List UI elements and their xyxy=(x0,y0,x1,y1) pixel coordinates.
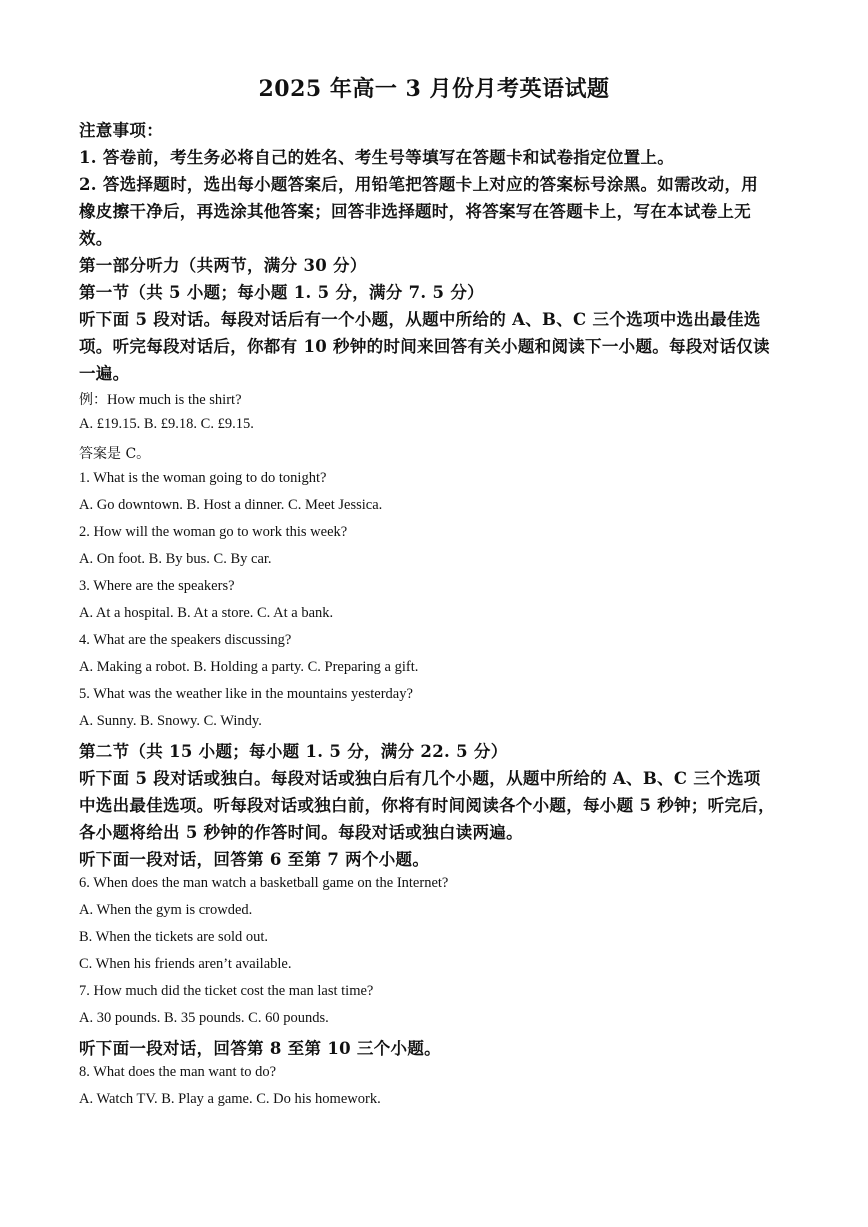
dialog-8-heading: 听下面一段对话，回答第 8 至第 10 三个小题。 xyxy=(79,1039,441,1058)
question-2: 2. How will the woman go to work this week? xyxy=(79,524,348,540)
example-question xyxy=(79,389,799,409)
question-5-options: A. Sunny. B. Snowy. C. Windy. xyxy=(79,713,262,729)
question-8-options: A. Watch TV. B. Play a game. C. Do his homework. xyxy=(79,1091,381,1107)
section2-instructions-line-1: 听下面 5 段对话或独白。每段对话或独白后有几个小题，从题中所给的 A、B、C 三个选项 xyxy=(79,769,761,788)
section1-instructions-line-2: 项。听完每段对话后，你都有 10 秒钟的时间来回答有关小题和阅读下一小题。每段对话仅读 xyxy=(79,337,770,356)
question-2-options: A. On foot. B. By bus. C. By car. xyxy=(79,551,272,567)
question-7-options: A. 30 pounds. B. 35 pounds. C. 60 pounds. xyxy=(79,1010,329,1026)
question-4: 4. What are the speakers discussing? xyxy=(79,632,292,648)
note-1: 1. 答卷前，考生务必将自己的姓名、考生号等填写在答题卡和试卷指定位置上。 xyxy=(79,148,675,167)
note-2-line-1: 2. 答选择题时，选出每小题答案后，用铅笔把答题卡上对应的答案标号涂黑。如需改动，用 xyxy=(79,175,759,194)
question-6-option-c: C. When his friends aren’t available. xyxy=(79,956,292,972)
example-question-text: How much is the shirt? xyxy=(107,392,242,408)
question-6-option-b: B. When the tickets are sold out. xyxy=(79,929,268,945)
section2-heading: 第二节（共 15 小题；每小题 1. 5 分，满分 22. 5 分） xyxy=(79,742,508,761)
example-answer: 答案是 C。 xyxy=(79,446,151,462)
note-2-line-3: 效。 xyxy=(79,229,113,248)
dialog-6-heading: 听下面一段对话，回答第 6 至第 7 两个小题。 xyxy=(79,850,430,869)
section2-instructions-line-3: 各小题将给出 5 秒钟的作答时间。每段对话或独白读两遍。 xyxy=(79,823,523,842)
section1-heading: 第一节（共 5 小题；每小题 1. 5 分，满分 7. 5 分） xyxy=(79,283,484,302)
section1-instructions-line-1: 听下面 5 段对话。每段对话后有一个小题，从题中所给的 A、B、C 三个选项中选出最佳选 xyxy=(79,310,761,329)
page-title: 2025 年高一 3 月份月考英语试题 xyxy=(258,76,610,102)
question-6-option-a: A. When the gym is crowded. xyxy=(79,902,253,918)
example-label: 例： xyxy=(79,392,107,408)
part1-heading: 第一部分听力（共两节，满分 30 分） xyxy=(79,256,367,275)
question-1: 1. What is the woman going to do tonight? xyxy=(79,470,327,486)
question-3-options: A. At a hospital. B. At a store. C. At a bank. xyxy=(79,605,334,621)
question-7: 7. How much did the ticket cost the man last time? xyxy=(79,983,374,999)
section2-instructions-line-2: 中选出最佳选项。听每段对话或独白前，你将有时间阅读各个小题，每小题 5 秒钟；听完后， xyxy=(79,796,775,815)
question-5: 5. What was the weather like in the mountains yesterday? xyxy=(79,686,413,702)
notes-heading: 注意事项： xyxy=(79,121,163,140)
section1-instructions-line-3: 一遍。 xyxy=(79,364,130,383)
question-4-options: A. Making a robot. B. Holding a party. C. Preparing a gift. xyxy=(79,659,419,675)
question-8: 8. What does the man want to do? xyxy=(79,1064,277,1080)
note-2-line-2: 橡皮擦干净后，再选涂其他答案；回答非选择题时，将答案写在答题卡上，写在本试卷上无 xyxy=(79,202,751,221)
question-6: 6. When does the man watch a basketball game on the Internet? xyxy=(79,875,449,891)
example-options: A. £19.15. B. £9.18. C. £9.15. xyxy=(79,416,254,432)
question-1-options: A. Go downtown. B. Host a dinner. C. Meet Jessica. xyxy=(79,497,383,513)
question-3: 3. Where are the speakers? xyxy=(79,578,235,594)
